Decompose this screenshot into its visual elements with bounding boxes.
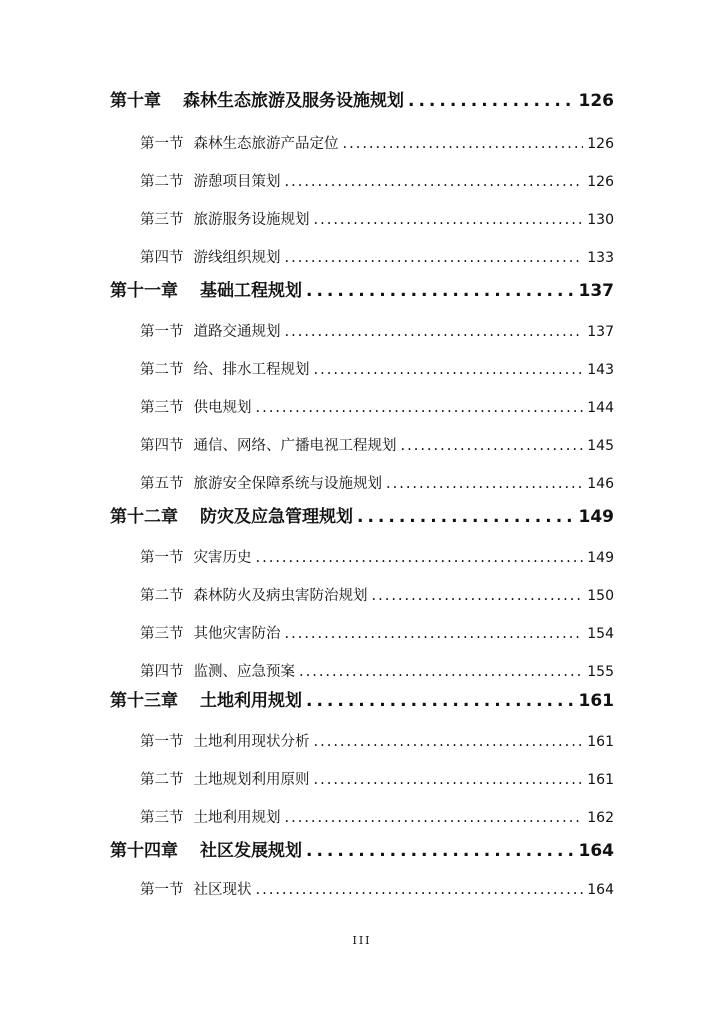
toc-entry[interactable]: [110, 878, 614, 899]
toc-entry-page: 146: [587, 476, 614, 492]
page-footer-number: III: [352, 934, 372, 947]
toc-entry-number: 第三节: [140, 626, 184, 642]
dot-leader: [314, 362, 584, 378]
toc-entry[interactable]: [110, 472, 614, 493]
dot-leader: [314, 212, 584, 228]
toc-entry[interactable]: [110, 546, 614, 567]
toc-entry-page: 126: [587, 174, 614, 190]
toc-entry-title: 灾害历史: [193, 550, 252, 566]
toc-entry-page: 143: [587, 362, 614, 378]
toc-entry-number: 第二节: [140, 588, 184, 604]
toc-entry-page: 162: [587, 810, 614, 826]
toc-entry-page: 150: [587, 588, 614, 604]
toc-entry-page: 126: [578, 91, 614, 111]
toc-entry-title: 通信、网络、广播电视工程规划: [193, 438, 397, 454]
dot-leader: [306, 281, 575, 301]
dot-leader: [285, 626, 584, 642]
toc-entry-number: 第十一章: [110, 281, 178, 301]
toc-entry-title: 森林防火及病虫害防治规划: [193, 588, 368, 604]
toc-entry-number: 第一节: [140, 324, 184, 340]
toc-entry-title: 道路交通规划: [193, 324, 281, 340]
toc-entry-title: 森林生态旅游及服务设施规划: [183, 91, 404, 111]
toc-entry-title: 旅游安全保障系统与设施规划: [193, 476, 382, 492]
toc-entry-page: 137: [578, 281, 614, 301]
toc-entry-number: 第一节: [140, 550, 184, 566]
toc-entry-number: 第一节: [140, 734, 184, 750]
toc-entry-page: 137: [587, 324, 614, 340]
toc-entry-title: 防灾及应急管理规划: [200, 507, 353, 527]
toc-entry-page: 155: [587, 664, 614, 680]
toc-entry-number: 第十二章: [110, 507, 178, 527]
dot-leader: [285, 174, 584, 190]
dot-leader: [306, 691, 575, 711]
toc-entry-page: 149: [587, 550, 614, 566]
dot-leader: [256, 550, 584, 566]
toc-entry-number: 第二节: [140, 174, 184, 190]
toc-entry-page: 161: [587, 734, 614, 750]
toc-entry-number: 第十四章: [110, 841, 178, 861]
dot-leader: [343, 136, 584, 152]
toc-entry[interactable]: [110, 502, 614, 527]
dot-leader: [256, 400, 584, 416]
toc-entry[interactable]: [110, 170, 614, 191]
toc-entry-page: 164: [587, 882, 614, 898]
toc-entry-page: 154: [587, 626, 614, 642]
toc-entry-page: 149: [578, 507, 614, 527]
toc-entry[interactable]: [110, 358, 614, 379]
toc-entry[interactable]: [110, 396, 614, 417]
toc-entry-number: 第十三章: [110, 691, 178, 711]
toc-entry[interactable]: [110, 660, 614, 681]
dot-leader: [314, 772, 584, 788]
toc-entry-number: 第一节: [140, 136, 184, 152]
toc-entry-number: 第四节: [140, 250, 184, 266]
toc-entry[interactable]: [110, 320, 614, 341]
toc-entry[interactable]: [110, 806, 614, 827]
toc-entry-title: 森林生态旅游产品定位: [193, 136, 339, 152]
toc-entry-number: 第三节: [140, 212, 184, 228]
toc-entry-page: 126: [587, 136, 614, 152]
dot-leader: [285, 250, 584, 266]
toc-entry-number: 第四节: [140, 438, 184, 454]
dot-leader: [357, 507, 575, 527]
toc-entry[interactable]: [110, 836, 614, 861]
toc-entry-page: 130: [587, 212, 614, 228]
toc-entry-page: 133: [587, 250, 614, 266]
toc-entry-title: 供电规划: [193, 400, 252, 416]
dot-leader: [401, 438, 584, 454]
toc-entry-title: 土地利用现状分析: [193, 734, 310, 750]
toc-entry-title: 土地利用规划: [200, 691, 302, 711]
toc-entry[interactable]: [110, 208, 614, 229]
toc-entry-number: 第二节: [140, 362, 184, 378]
toc-entry-title: 游憩项目策划: [193, 174, 281, 190]
toc-entry-title: 社区发展规划: [200, 841, 302, 861]
dot-leader: [386, 476, 583, 492]
toc-entry-title: 基础工程规划: [200, 281, 302, 301]
toc-entry[interactable]: [110, 730, 614, 751]
toc-entry-title: 土地利用规划: [193, 810, 281, 826]
toc-entry-number: 第十章: [110, 91, 161, 111]
toc-entry-title: 土地规划利用原则: [193, 772, 310, 788]
toc-entry-title: 旅游服务设施规划: [193, 212, 310, 228]
toc-entry[interactable]: [110, 686, 614, 711]
toc-entry[interactable]: [110, 622, 614, 643]
toc-entry-title: 社区现状: [193, 882, 252, 898]
toc-entry-number: 第二节: [140, 772, 184, 788]
dot-leader: [408, 91, 575, 111]
dot-leader: [256, 882, 584, 898]
toc-entry-title: 游线组织规划: [193, 250, 281, 266]
toc-entry-number: 第五节: [140, 476, 184, 492]
toc-entry[interactable]: [110, 768, 614, 789]
toc-entry[interactable]: [110, 86, 614, 111]
toc-entry-title: 其他灾害防治: [193, 626, 281, 642]
toc-entry-page: 164: [578, 841, 614, 861]
dot-leader: [372, 588, 584, 604]
dot-leader: [306, 841, 575, 861]
toc-entry-number: 第三节: [140, 810, 184, 826]
toc-entry-page: 161: [587, 772, 614, 788]
toc-entry[interactable]: [110, 276, 614, 301]
toc-entry-page: 161: [578, 691, 614, 711]
toc-entry-page: 144: [587, 400, 614, 416]
toc-entry-number: 第四节: [140, 664, 184, 680]
toc-entry-title: 给、排水工程规划: [193, 362, 310, 378]
dot-leader: [299, 664, 583, 680]
toc-entry-title: 监测、应急预案: [193, 664, 295, 680]
toc-entry-number: 第三节: [140, 400, 184, 416]
dot-leader: [285, 810, 584, 826]
toc-entry[interactable]: [110, 434, 614, 455]
toc-entry-page: 145: [587, 438, 614, 454]
toc-entry[interactable]: [110, 132, 614, 153]
toc-entry-number: 第一节: [140, 882, 184, 898]
toc-entry[interactable]: [110, 584, 614, 605]
dot-leader: [314, 734, 584, 750]
dot-leader: [285, 324, 584, 340]
toc-entry[interactable]: [110, 246, 614, 267]
